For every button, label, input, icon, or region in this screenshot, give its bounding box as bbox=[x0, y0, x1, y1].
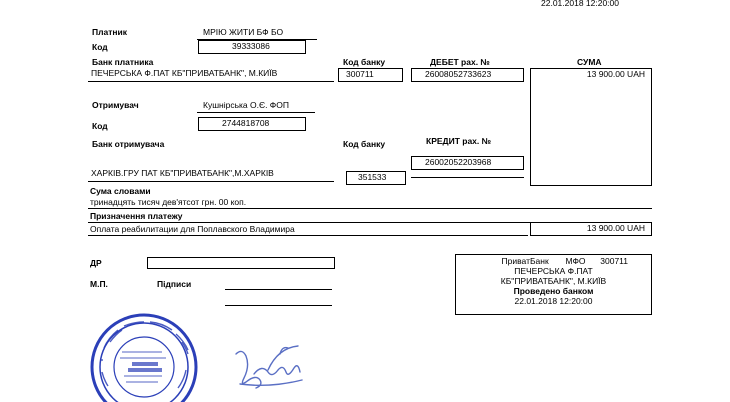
amount-words-label: Сума словами bbox=[90, 186, 151, 196]
payer-name: МРІЮ ЖИТИ БФ БО bbox=[203, 27, 284, 37]
recipient-name: Кушнірська О.Є. ФОП bbox=[203, 100, 289, 110]
purpose-text-underline bbox=[88, 235, 528, 236]
document-datetime: 22.01.2018 12:20:00 bbox=[541, 0, 619, 8]
purpose-sum: 13 900.00 UAH bbox=[586, 223, 645, 233]
credit-account-box bbox=[411, 156, 524, 170]
recipient-code-label: Код bbox=[92, 121, 108, 131]
bank-stamp-mfo: 300711 bbox=[600, 256, 628, 266]
credit-account-underline bbox=[411, 177, 524, 178]
mp-label: М.П. bbox=[90, 279, 108, 289]
bank-stamp-status: Проведено банком bbox=[513, 286, 594, 296]
signature-line-2 bbox=[225, 305, 332, 306]
recipient-name-underline bbox=[197, 112, 315, 113]
recipient-bank-code-box bbox=[346, 171, 406, 185]
amount-words-text: тринадцять тисяч дев'ятсот грн. 00 коп. bbox=[90, 197, 247, 207]
purpose-sum-box bbox=[530, 222, 652, 236]
payer-bank-name-box bbox=[88, 68, 334, 82]
recipient-bank-code-label: Код банку bbox=[343, 139, 386, 149]
purpose-text: Оплата реабилитации для Поплавского Владимира bbox=[90, 224, 295, 234]
bank-stamp-branch-line1: ПЕЧЕРСЬКА Ф.ПАТ bbox=[514, 266, 593, 276]
bank-stamp-datetime: 22.01.2018 12:20:00 bbox=[514, 296, 593, 306]
recipient-bank-code: 351533 bbox=[358, 172, 387, 182]
round-seal-icon bbox=[88, 312, 200, 402]
payer-code: 39333086 bbox=[232, 41, 270, 51]
purpose-label: Призначення платежу bbox=[90, 211, 183, 221]
debit-label: ДЕБЕТ рах. № bbox=[430, 57, 490, 67]
payer-code-label: Код bbox=[92, 42, 108, 52]
sum-label: СУМА bbox=[577, 57, 602, 67]
amount-words-underline bbox=[88, 208, 652, 209]
signature-line-1 bbox=[225, 289, 332, 290]
payer-bank-name: ПЕЧЕРСЬКА Ф.ПАТ КБ"ПРИВАТБАНК", М.КИЇВ bbox=[91, 68, 278, 78]
sum-box bbox=[530, 68, 652, 186]
payer-bank-code-label: Код банку bbox=[343, 57, 386, 67]
recipient-code: 2744818708 bbox=[222, 118, 270, 128]
payer-label: Платник bbox=[92, 27, 128, 37]
bank-stamp-branch-line2: КБ"ПРИВАТБАНК", М.КИЇВ bbox=[500, 276, 607, 286]
payer-code-box bbox=[198, 40, 306, 54]
recipient-bank-name: ХАРКІВ.ГРУ ПАТ КБ"ПРИВАТБАНК",М.ХАРКІВ bbox=[91, 168, 274, 178]
payer-bank-code: 300711 bbox=[346, 69, 374, 79]
credit-label: КРЕДИТ рах. № bbox=[426, 136, 492, 146]
bank-stamp-mfo-label: МФО bbox=[565, 256, 586, 266]
handwritten-signature-icon bbox=[228, 340, 318, 395]
bank-stamp-box bbox=[455, 254, 652, 315]
debit-account-box bbox=[411, 68, 524, 82]
bank-stamp-bank: ПриватБанк bbox=[501, 256, 549, 266]
payer-bank-code-box bbox=[338, 68, 403, 82]
recipient-bank-label: Банк отримувача bbox=[92, 139, 165, 149]
recipient-code-box bbox=[198, 117, 306, 131]
dr-label: ДР bbox=[90, 258, 102, 268]
signatures-label: Підписи bbox=[157, 279, 192, 289]
sum-value: 13 900.00 UAH bbox=[586, 69, 645, 79]
dr-field bbox=[147, 257, 335, 269]
recipient-label: Отримувач bbox=[92, 100, 139, 110]
credit-account: 26002052203968 bbox=[425, 157, 492, 167]
payer-bank-label: Банк платника bbox=[92, 57, 154, 67]
debit-account: 26008052733623 bbox=[425, 69, 492, 79]
recipient-bank-name-box bbox=[88, 168, 334, 182]
